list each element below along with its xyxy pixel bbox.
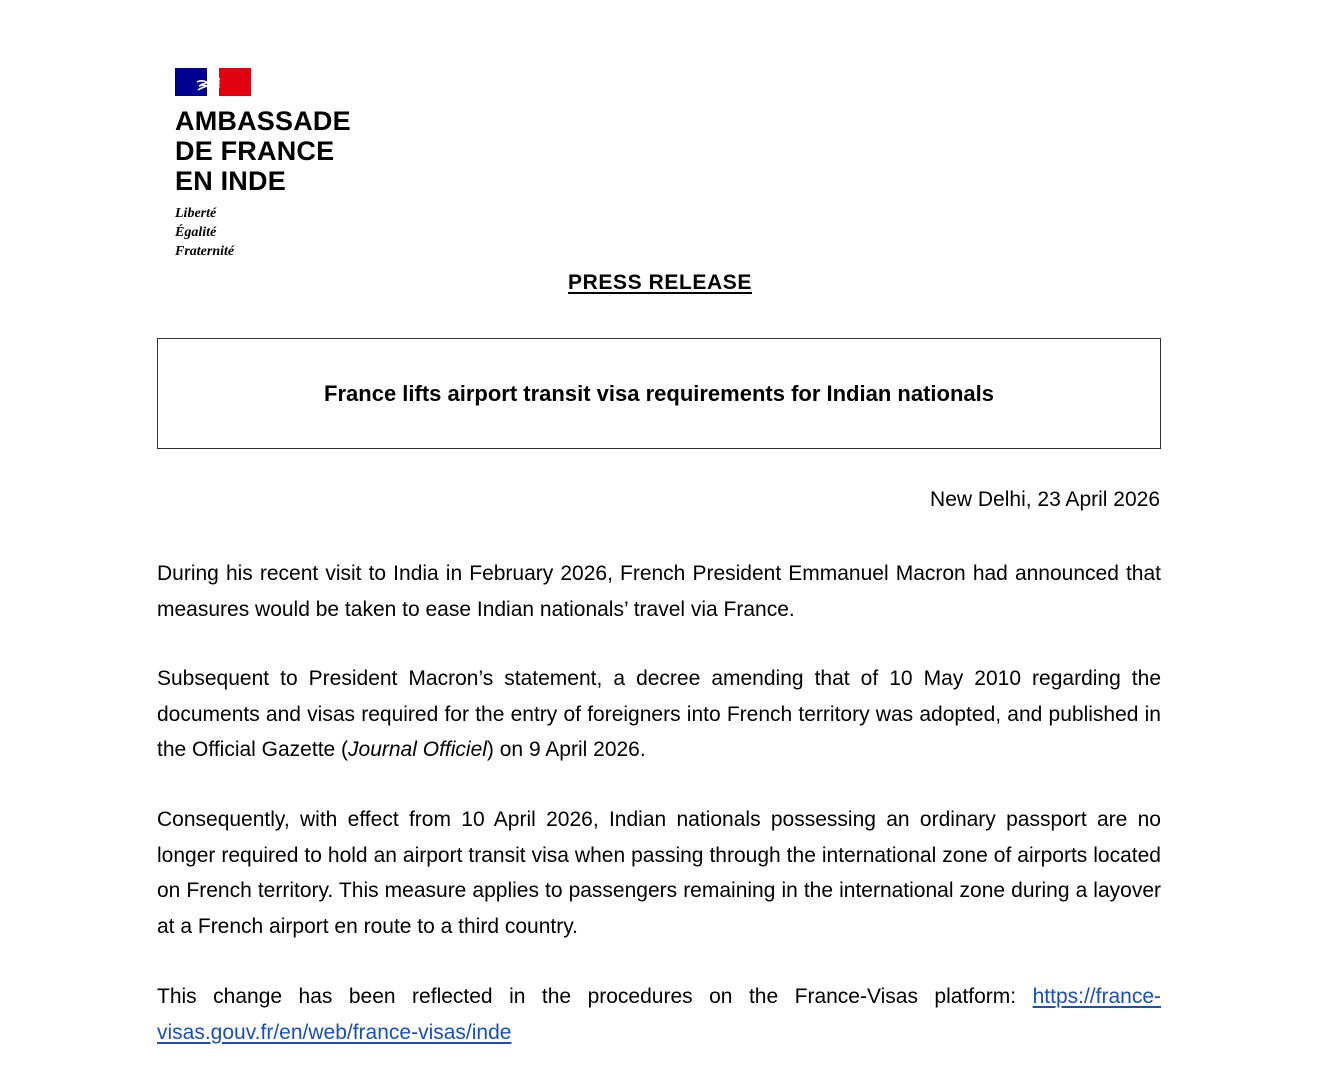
embassy-name [175,106,351,196]
embassy-name-line: AMBASSADE [175,106,351,136]
paragraph-text: Consequently, with effect from 10 April 2026, Indian nationals possessing an ordinary passport are no longer required to hold an airport transit visa when passing through the international zone of airports located on French territory. This measure applies to passengers remaining in the international zone during a layover at a French airport en route to a third country. [157,808,1161,938]
motto-line: Égalité [175,225,217,240]
document-title: France lifts airport transit visa requirements for Indian nationals [324,380,994,406]
paragraph-text: During his recent visit to India in February 2026, French President Emmanuel Macron had announced that measures would be taken to ease Indian nationals’ travel via France. [157,562,1161,621]
paragraph-text-part: This change has been reflected in the procedures on the France-Visas platform: [157,985,1033,1008]
paragraph-3 [157,802,1161,944]
paragraph-1 [157,556,1161,627]
paragraph-text-part: ) on 9 April 2026. [486,738,646,761]
marianne-profile-icon [193,68,233,96]
embassy-name-line: EN INDE [175,166,286,196]
paragraph-2 [157,661,1161,768]
dateline: New Delhi, 23 April 2026 [930,488,1160,511]
motto-line: Liberté [175,206,217,221]
embassy-name-line: DE FRANCE [175,136,335,166]
france-visas-link[interactable]: https://france-visas.gouv.fr/en/web/france-visas/inde [157,985,1161,1044]
motto-line: Fraternité [175,244,235,259]
paragraph-text [157,979,1161,1050]
journal-officiel-italic: Journal Officiel [348,738,487,761]
paragraph-text-part: Subsequent to President Macron’s statement, a decree amending that of 10 May 2010 regarding the documents and visas required for the entry of foreigners into French territory was adopted, and published in the Official Gazette ( [157,667,1161,761]
french-flag-marianne-icon [175,68,251,96]
embassy-logo [175,68,351,261]
paragraph-4 [157,979,1161,1050]
title-box [157,338,1161,449]
republic-motto [175,204,351,261]
paragraph-text [157,661,1161,768]
press-release-label: PRESS RELEASE [567,271,752,294]
